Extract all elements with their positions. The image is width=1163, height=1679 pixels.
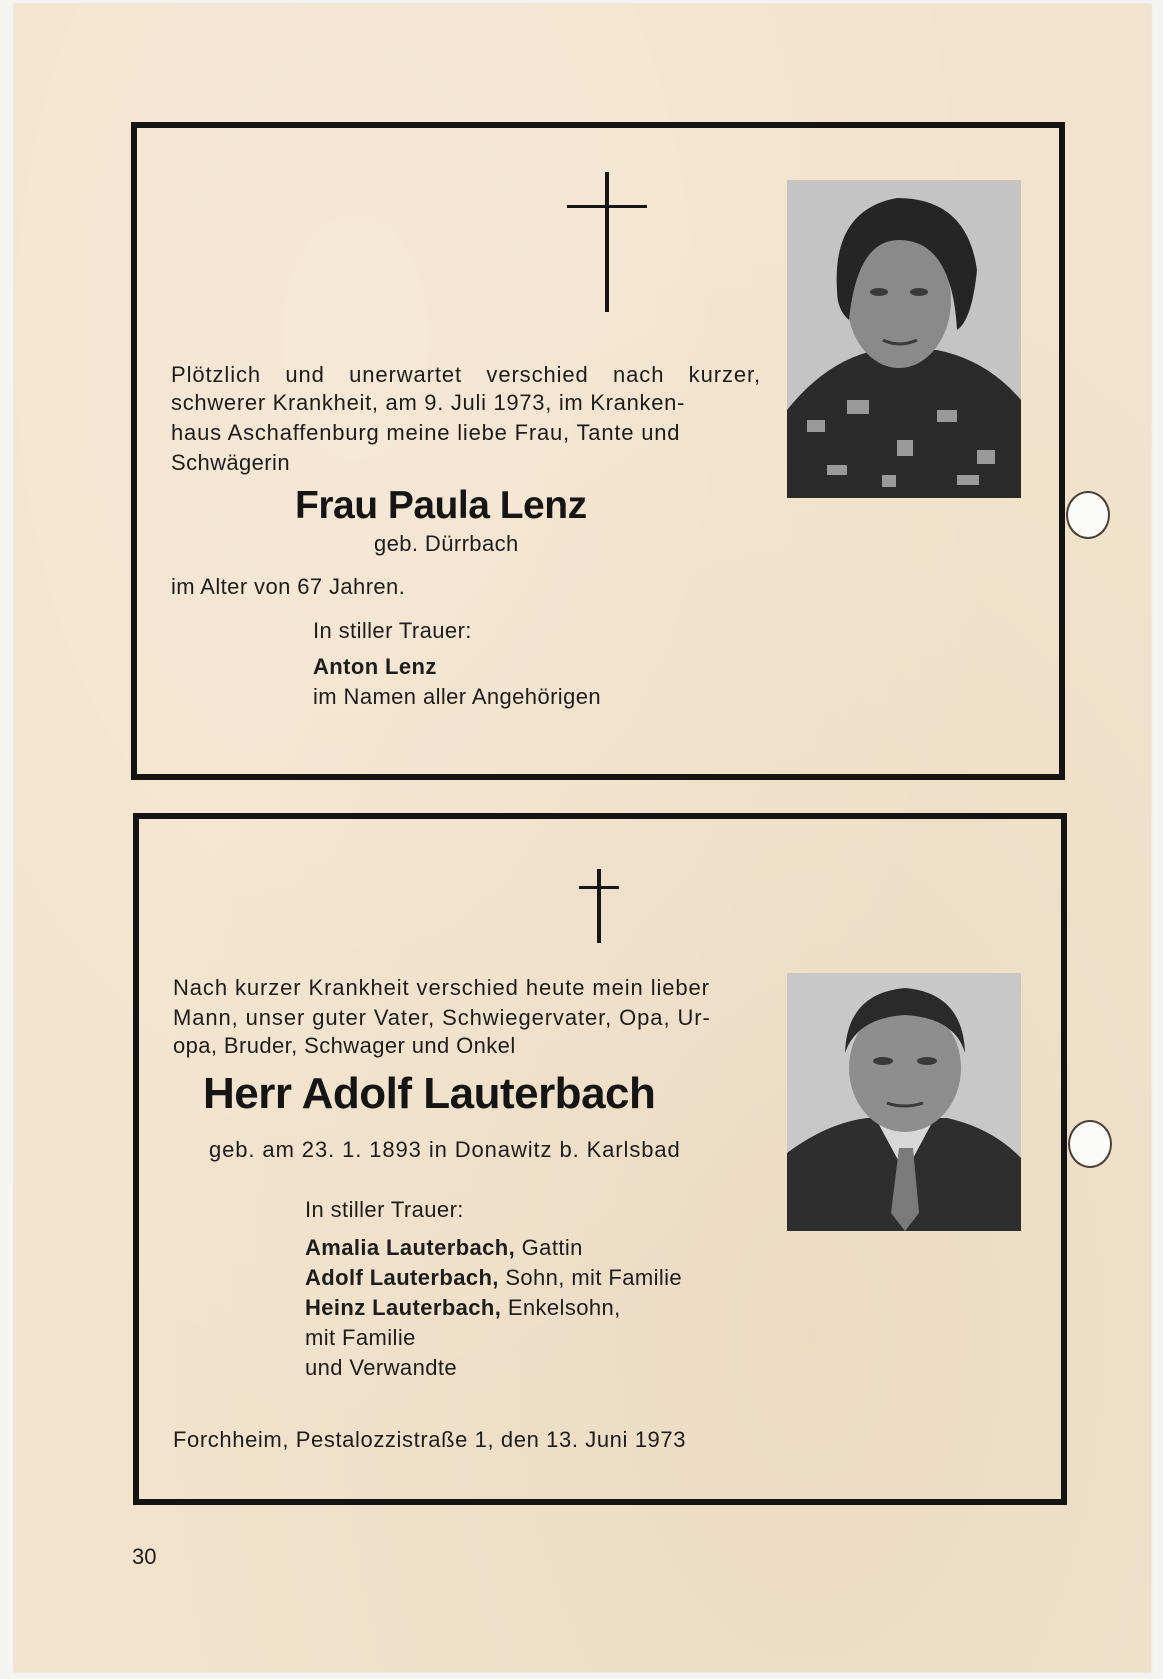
intro-line: schwerer Krankheit, am 9. Juli 1973, im Kranken- bbox=[171, 390, 686, 415]
age-text: im Alter von 67 Jahren. bbox=[171, 574, 406, 599]
place-date: Forchheim, Pestalozzistraße 1, den 13. Juni 1973 bbox=[173, 1427, 687, 1452]
intro-line: Nach kurzer Krankheit verschied heute mein lieber bbox=[173, 975, 710, 1000]
obituary-notice-paula-lenz bbox=[131, 122, 1065, 780]
birth-name: geb. Dürrbach bbox=[374, 531, 519, 556]
intro-line: Plötzlich und unerwartet verschied nach kurzer, bbox=[171, 362, 761, 387]
mourner-relation: Gattin bbox=[521, 1235, 583, 1260]
punch-hole-top bbox=[1066, 491, 1110, 539]
mourner-entry bbox=[305, 1295, 621, 1321]
portrait-woman-icon bbox=[787, 180, 1021, 498]
mourning-label: In stiller Trauer: bbox=[313, 618, 472, 643]
mourner-extra: und Verwandte bbox=[305, 1355, 457, 1380]
portrait-man-icon bbox=[787, 973, 1021, 1231]
portrait-photo-man bbox=[787, 973, 1021, 1231]
deceased-name: Frau Paula Lenz bbox=[295, 484, 587, 527]
portrait-photo-woman bbox=[787, 180, 1021, 498]
cross-icon bbox=[579, 869, 619, 943]
intro-line: Mann, unser guter Vater, Schwiegervater, Opa, Ur- bbox=[173, 1005, 711, 1030]
mourner-entry bbox=[305, 1265, 682, 1291]
mourner-relation: Sohn, mit Familie bbox=[505, 1265, 683, 1290]
birth-info: geb. am 23. 1. 1893 in Donawitz b. Karlsbad bbox=[209, 1137, 681, 1162]
cross-icon bbox=[567, 172, 647, 312]
punch-hole-bottom bbox=[1068, 1120, 1112, 1168]
mourner-name: Amalia Lauterbach, bbox=[305, 1235, 516, 1260]
deceased-name: Herr Adolf Lauterbach bbox=[203, 1069, 656, 1118]
document-page bbox=[14, 4, 1151, 1672]
mourner-name: Anton Lenz bbox=[313, 654, 437, 679]
mourner-note: im Namen aller Angehörigen bbox=[313, 684, 601, 709]
mourner-entry bbox=[305, 1235, 583, 1261]
intro-line: Schwägerin bbox=[171, 450, 290, 475]
page-number: 30 bbox=[132, 1544, 157, 1569]
mourner-name: Adolf Lauterbach, bbox=[305, 1265, 499, 1290]
intro-line: haus Aschaffenburg meine liebe Frau, Tante und bbox=[171, 420, 681, 445]
mourner-extra: mit Familie bbox=[305, 1325, 416, 1350]
mourner-name: Heinz Lauterbach, bbox=[305, 1295, 502, 1320]
mourner-relation: Enkelsohn, bbox=[507, 1295, 621, 1320]
mourning-label: In stiller Trauer: bbox=[305, 1197, 464, 1222]
obituary-notice-adolf-lauterbach bbox=[133, 813, 1067, 1505]
intro-line: opa, Bruder, Schwager und Onkel bbox=[173, 1033, 516, 1058]
